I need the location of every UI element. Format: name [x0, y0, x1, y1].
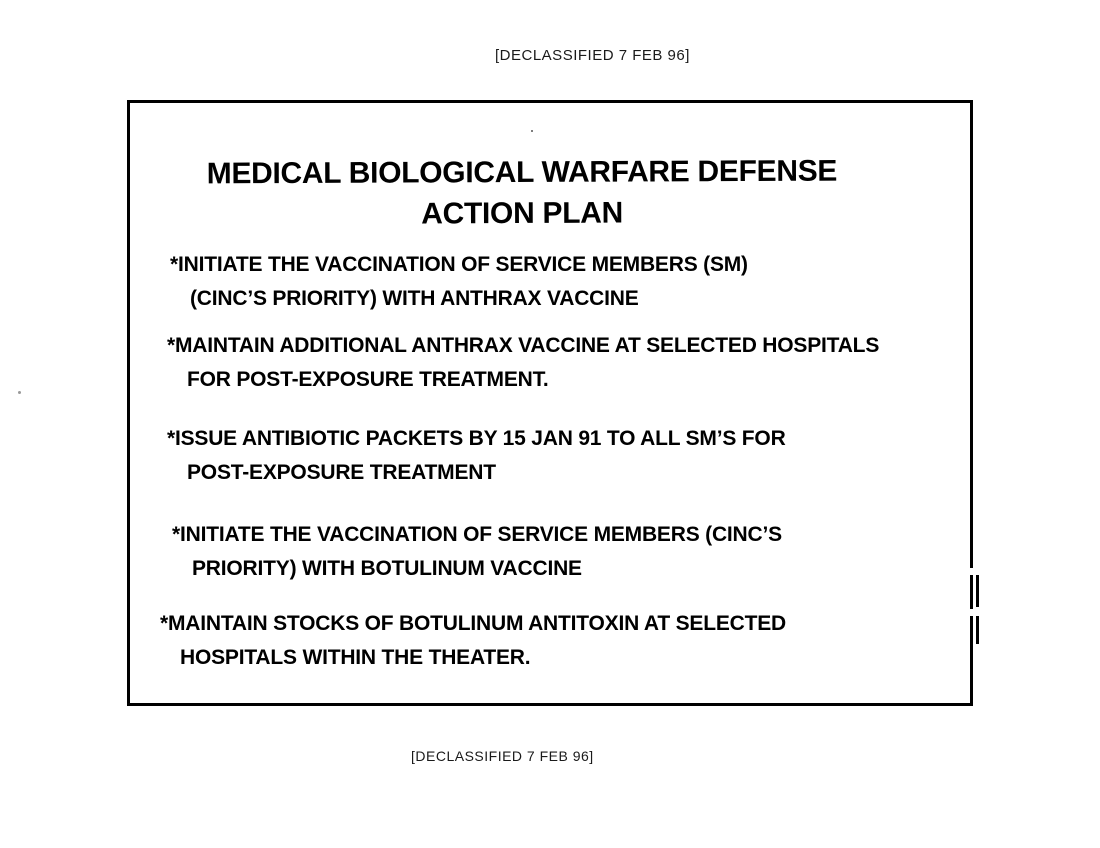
- bullet-line: *MAINTAIN STOCKS OF BOTULINUM ANTITOXIN AT SELECTED: [160, 612, 787, 635]
- slide-title: [127, 150, 917, 235]
- scan-border-gap: [969, 568, 978, 575]
- bullet-item-botulinum-antitoxin: [160, 607, 786, 675]
- scan-speck: [18, 391, 21, 394]
- bullet-line: (CINC’S PRIORITY) WITH ANTHRAX VACCINE: [190, 287, 639, 310]
- bullet-line: *INITIATE THE VACCINATION OF SERVICE MEMBERS (SM): [170, 253, 748, 276]
- bullet-line: FOR POST-EXPOSURE TREATMENT.: [187, 368, 549, 391]
- bullet-item-botulinum-vaccination: [172, 518, 782, 586]
- declassified-stamp-bottom: [DECLASSIFIED 7 FEB 96]: [411, 748, 594, 764]
- scan-speck: [531, 130, 533, 132]
- declassified-stamp-top: [DECLASSIFIED 7 FEB 96]: [495, 47, 690, 64]
- bullet-item-anthrax-stocks: [167, 329, 879, 397]
- slide-title-line2: ACTION PLAN: [421, 196, 624, 231]
- bullet-line: HOSPITALS WITHIN THE THEATER.: [180, 646, 531, 669]
- bullet-line: *MAINTAIN ADDITIONAL ANTHRAX VACCINE AT SELECTED HOSPITALS: [167, 334, 880, 357]
- scan-artifact-mark: [976, 616, 979, 644]
- bullet-line: POST-EXPOSURE TREATMENT: [187, 461, 496, 484]
- bullet-line: *INITIATE THE VACCINATION OF SERVICE MEMBERS (CINC’S: [172, 523, 782, 546]
- slide-title-line1: MEDICAL BIOLOGICAL WARFARE DEFENSE: [206, 154, 838, 191]
- bullet-item-anthrax-vaccination: [170, 248, 748, 316]
- bullet-item-antibiotic-packets: [167, 422, 786, 490]
- bullet-line: PRIORITY) WITH BOTULINUM VACCINE: [192, 557, 582, 580]
- scan-border-gap: [969, 609, 978, 616]
- scan-artifact-mark: [976, 575, 979, 607]
- bullet-line: *ISSUE ANTIBIOTIC PACKETS BY 15 JAN 91 TO ALL SM’S FOR: [167, 427, 786, 450]
